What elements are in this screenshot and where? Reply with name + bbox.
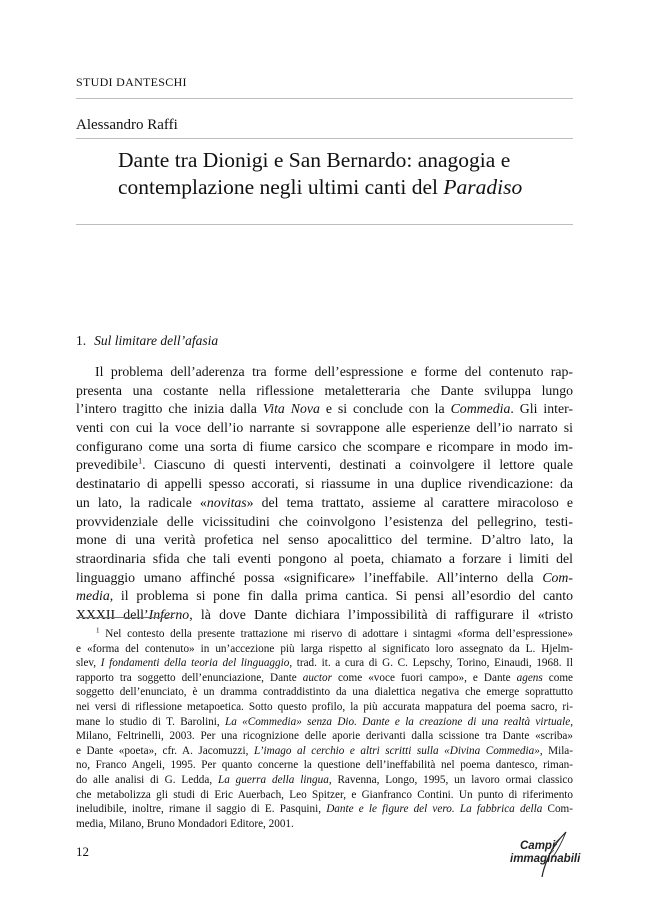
body-line: un lato, la radicale «novitas» del tema trattato, assieme al carattere miracoloso e: [76, 494, 574, 510]
body-line: mone di una verità profetica nel senso apocalittico del termine. D’altro lato, la: [76, 532, 573, 548]
footnote-line: $^1$ Nel contesto della presente trattazione mi riservo di adottare i sintagmi «forma dell’espressione»: [96, 626, 573, 640]
running-header: STUDI DANTESCHI: [76, 75, 187, 89]
body-paragraph: [76, 363, 573, 625]
footnote: [76, 627, 573, 831]
footnote-rule: [76, 617, 174, 618]
body-line: Il problema dell’aderenza tra forme dell’espressione e forme del contenuto rap-: [95, 364, 573, 379]
footnote-line: soggetto dell’enunciato, è un dramma contraddistinto da una dialettica negativa che emerge soprattutto: [76, 686, 573, 699]
body-line: provvidenziale delle vicissitudini che coinvolgono l’esistenza del pellegrino, testi-: [76, 513, 573, 529]
body-line: XXXII dell’Inferno, là dove Dante dichiara l’impossibilità di raffigurare il «tristo: [76, 606, 573, 622]
section-number: 1.: [76, 333, 87, 348]
page: [76, 0, 581, 917]
body-line: linguaggio umano affinché possa «significare» l’ineffabile. All’interno della Com-: [76, 569, 573, 585]
section-heading: [76, 333, 218, 349]
title-line-2-text: contemplazione negli ultimi canti del: [118, 175, 444, 199]
header-rule: [76, 98, 573, 99]
author-rule: [76, 138, 573, 139]
footnote-line: e Dante «poeta», cfr. A. Jacomuzzi, L’imago al cerchio e altri scritti sulla «Divina Commedia», Mila-: [76, 744, 573, 757]
page-number: 12: [76, 844, 89, 859]
title-rule: [76, 224, 573, 225]
body-line: straordinaria sfida che tali eventi pongono al poeta, chiamato a forzare i limiti del: [76, 550, 573, 566]
body-line: prevedibile$^1$. Ciascuno di questi interventi, destinati a coinvolgere il lettore quale: [76, 456, 573, 473]
footnote-line: rapporto tra soggetto dell’enunciazione, Dante auctor come «voce fuori campo», e Dante agens come: [76, 671, 573, 684]
section-title: Sul limitare dell’afasia: [94, 333, 219, 348]
footnote-line: nei versi di riflessione metapoetica. Sotto questo profilo, la più accurata mappatura del poema sacro, ri-: [76, 700, 573, 713]
footnote-marker: 1: [96, 626, 100, 635]
footnote-line: media, Milano, Bruno Mondadori Editore, 2001.: [76, 817, 294, 830]
body-line: presenta una costante nella riflessione metaletteraria che Dante sviluppa lungo: [76, 382, 573, 398]
body-line: destinatario di appelli spesso accorati, si riassume in una duplice rivendicazione: da: [76, 476, 573, 492]
footnote-line: ineludibile, inoltre, rimane il saggio di E. Pasquini, Dante e le figure del vero. La fabbrica della Com-: [76, 803, 573, 816]
footnote-line: slev, I fondamenti della teoria del linguaggio, trad. it. a cura di G. C. Lepschy, Torino, Einaudi, 1968. Il: [76, 657, 573, 670]
footnote-line: mane lo studio di T. Barolini, La «Commedia» senza Dio. Dante e la creazione di una realtà virtuale,: [76, 715, 574, 728]
logo-text-line-1: Campi: [520, 840, 556, 852]
title-line-1: Dante tra Dionigi e San Bernardo: anagogia e: [118, 148, 511, 172]
article-title: [118, 147, 573, 201]
body-line: venti con cui la voce dell’io narrante si sovrappone alle esperienze dell’io narrato si: [76, 420, 573, 436]
title-italic-paradiso: Paradiso: [443, 175, 523, 199]
body-line: configurano come una sorta di fiume carsico che scompare e ricompare in modo im-: [76, 438, 573, 454]
title-line-2: [118, 174, 573, 201]
body-line: l’intero tragitto che inizia dalla Vita Nova e si conclude con la Commedia. Gli inter-: [76, 401, 573, 417]
footnote-line: Milano, Feltrinelli, 2003. Per una ricognizione delle aporie derivanti dalla scissione tra Dante «scriba»: [76, 730, 573, 743]
footnote-line: e «forma del contenuto» in un’accezione più larga rispetto al significato loro assegnato da L. Hjelm-: [76, 642, 573, 655]
footnote-line: no, Franco Angeli, 1995. Per quanto concerne la questione dell’ineffabilità nel poema dantesco, riman-: [76, 759, 573, 772]
publisher-logo: [496, 830, 581, 878]
footnote-ref[interactable]: 1: [138, 456, 143, 466]
logo-text-line-2: immaginabili: [510, 853, 581, 865]
author-name: Alessandro Raffi: [76, 117, 178, 133]
footnote-line: do alle analisi di G. Ledda, La guerra della lingua, Ravenna, Longo, 1995, un lavoro ormai classico: [76, 773, 573, 786]
body-line: media, il problema si pone fin dalla prima cantica. Si pensi all’esordio del canto: [76, 588, 573, 604]
footnote-line: che metabolizza gli studi di Eric Auerbach, Leo Spitzer, e Gianfranco Contini. Un punto di riferimento: [76, 788, 573, 801]
